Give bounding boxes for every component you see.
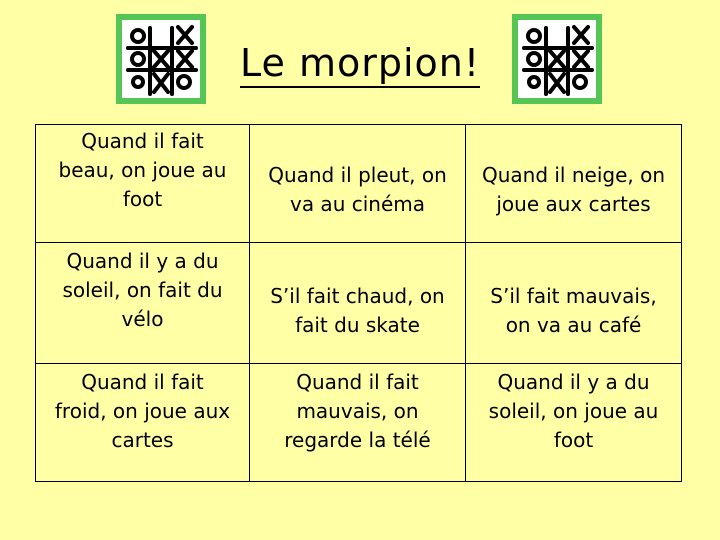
grid-row [36,364,682,482]
cell-text: S’il fait mauvais, on va au café [490,284,657,337]
cell-text: Quand il y a du soleil, on fait du vélo [62,249,223,331]
tic-tac-toe-icon [116,14,206,104]
grid-cell [250,125,466,243]
grid-cell [36,125,250,243]
page-title: Le morpion! [240,40,480,88]
grid-row [36,243,682,364]
phrase-grid [35,124,682,482]
grid-cell [250,243,466,364]
cell-text: Quand il pleut, on va au cinéma [268,162,447,216]
grid-row [36,125,682,243]
grid-cell [36,364,250,482]
tic-tac-toe-board [126,24,198,96]
cell-text: Quand il fait froid, on joue aux cartes [54,370,231,452]
grid-cell [36,243,250,364]
cell-text: S’il fait chaud, on fait du skate [270,284,445,337]
cell-text: Quand il fait mauvais, on regarde la télé [284,370,431,452]
cell-text: Quand il y a du soleil, on joue au foot [488,370,659,452]
grid-cell [466,364,682,482]
grid-cell [466,125,682,243]
grid-cell [250,364,466,482]
grid-cell [466,243,682,364]
cell-text: Quand il neige, on joue aux cartes [481,162,666,216]
tic-tac-toe-board [522,24,594,96]
cell-text: Quand il fait beau, on joue au foot [58,129,227,211]
tic-tac-toe-icon [512,14,602,104]
